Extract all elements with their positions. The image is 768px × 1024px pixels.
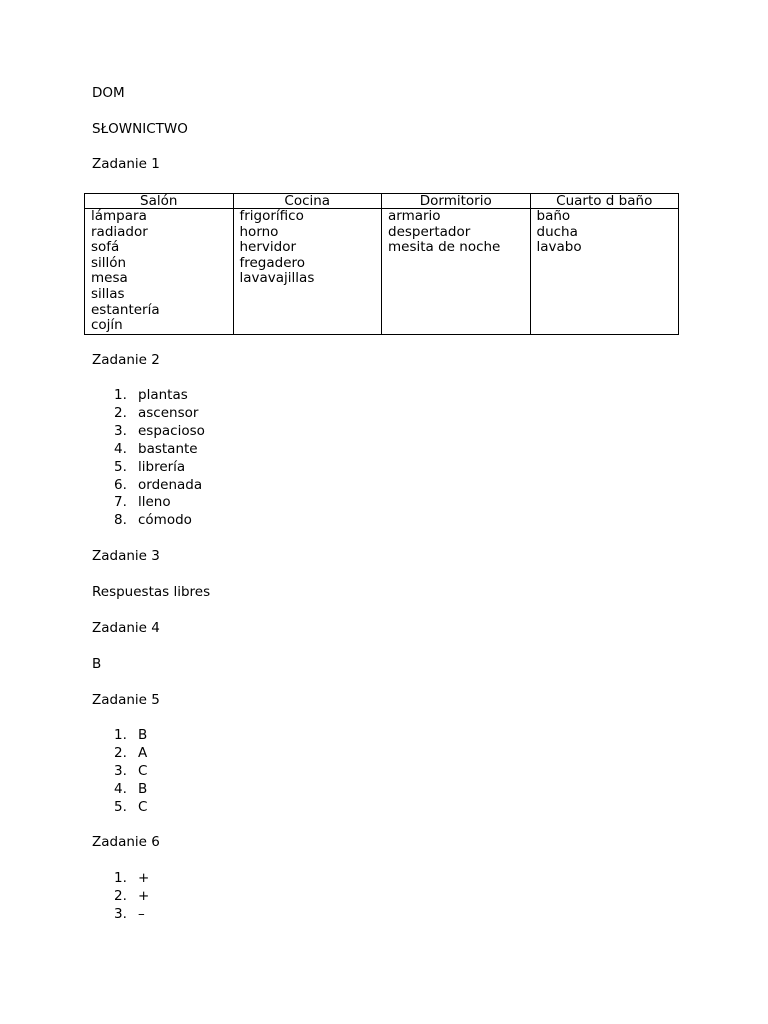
task-5-list — [114, 727, 147, 817]
task-6-title: Zadanie 6 — [92, 834, 160, 850]
list-item — [114, 906, 149, 924]
list-number: 5. — [114, 798, 127, 815]
document-title: DOM — [92, 85, 125, 101]
table-header-row — [85, 194, 679, 209]
list-item-text: + — [138, 887, 150, 904]
vocab-word: armario — [388, 208, 441, 224]
list-item — [114, 459, 205, 477]
list-item-text: plantas — [138, 387, 188, 403]
vocab-word: ducha — [536, 223, 578, 240]
table-row — [85, 209, 679, 335]
list-number: 1. — [114, 870, 127, 886]
list-item-text: A — [138, 744, 148, 761]
list-item — [114, 870, 149, 888]
section-heading: SŁOWNICTWO — [92, 121, 188, 137]
vocab-word: horno — [239, 223, 279, 240]
list-item-text: C — [138, 762, 148, 779]
list-item-text: C — [138, 798, 148, 815]
task-3-title: Zadanie 3 — [92, 548, 160, 564]
list-item-text: + — [138, 870, 150, 886]
column-header: Salón — [85, 194, 234, 209]
task-6-list — [114, 870, 149, 924]
task-1-title: Zadanie 1 — [92, 156, 160, 172]
list-number: 3. — [114, 905, 127, 922]
list-item-text: librería — [138, 458, 186, 475]
list-item — [114, 763, 147, 781]
list-item-text: bastante — [138, 440, 198, 457]
list-item-text: cómodo — [138, 512, 192, 529]
list-item-text: espacioso — [138, 422, 205, 439]
vocab-word: mesa — [91, 270, 128, 287]
vocab-word: sofá — [91, 239, 120, 256]
list-number: 2. — [114, 404, 127, 421]
list-number: 7. — [114, 494, 127, 511]
list-item — [114, 405, 205, 423]
list-item-text: B — [138, 727, 148, 743]
list-item — [114, 477, 205, 495]
list-number: 4. — [114, 440, 127, 457]
list-item-text: ordenada — [138, 476, 203, 493]
vocab-word: fregadero — [239, 254, 306, 271]
list-number: 3. — [114, 422, 127, 439]
task-2-title: Zadanie 2 — [92, 352, 160, 368]
vocab-word: despertador — [388, 223, 471, 240]
list-item-text: – — [138, 905, 145, 922]
vocab-word: estantería — [91, 301, 160, 318]
vocab-word: sillón — [91, 254, 127, 271]
vocab-word: hervidor — [239, 239, 297, 256]
list-item — [114, 423, 205, 441]
list-number: 2. — [114, 744, 127, 761]
list-item — [114, 781, 147, 799]
list-item — [114, 387, 205, 405]
table-cell-salon — [85, 209, 234, 335]
list-item — [114, 512, 205, 530]
task-4-answer: B — [92, 656, 102, 672]
list-item — [114, 745, 147, 763]
list-number: 6. — [114, 476, 127, 493]
list-item — [114, 727, 147, 745]
list-number: 3. — [114, 762, 127, 779]
list-item — [114, 888, 149, 906]
task-3-answer: Respuestas libres — [92, 584, 211, 600]
list-number: 1. — [114, 727, 127, 743]
column-header: Cocina — [233, 194, 382, 209]
list-item — [114, 799, 147, 817]
list-item-text: ascensor — [138, 404, 199, 421]
task-5-title: Zadanie 5 — [92, 692, 160, 708]
vocab-word: radiador — [91, 223, 148, 240]
list-number: 8. — [114, 512, 127, 529]
vocab-word: lámpara — [91, 208, 147, 224]
list-number: 4. — [114, 780, 127, 797]
vocab-word: baño — [536, 208, 571, 224]
table-cell-bano — [530, 209, 679, 335]
list-number: 1. — [114, 387, 127, 403]
list-item-text: lleno — [138, 494, 171, 511]
vocab-word: lavabo — [536, 239, 582, 256]
list-item — [114, 441, 205, 459]
list-number: 5. — [114, 458, 127, 475]
table-cell-cocina — [233, 209, 382, 335]
list-item-text: B — [138, 780, 148, 797]
column-header: Cuarto d baño — [530, 194, 679, 209]
list-number: 2. — [114, 887, 127, 904]
vocab-word: mesita de noche — [388, 239, 501, 256]
vocab-word: frigorífico — [239, 208, 304, 224]
vocab-word: lavavajillas — [239, 270, 315, 287]
task-2-list — [114, 387, 205, 530]
list-item — [114, 494, 205, 512]
task-4-title: Zadanie 4 — [92, 620, 160, 636]
vocab-word: sillas — [91, 285, 125, 302]
column-header: Dormitorio — [382, 194, 531, 209]
vocabulary-table — [84, 193, 679, 335]
vocab-word: cojín — [91, 317, 123, 334]
table-cell-dormitorio — [382, 209, 531, 335]
